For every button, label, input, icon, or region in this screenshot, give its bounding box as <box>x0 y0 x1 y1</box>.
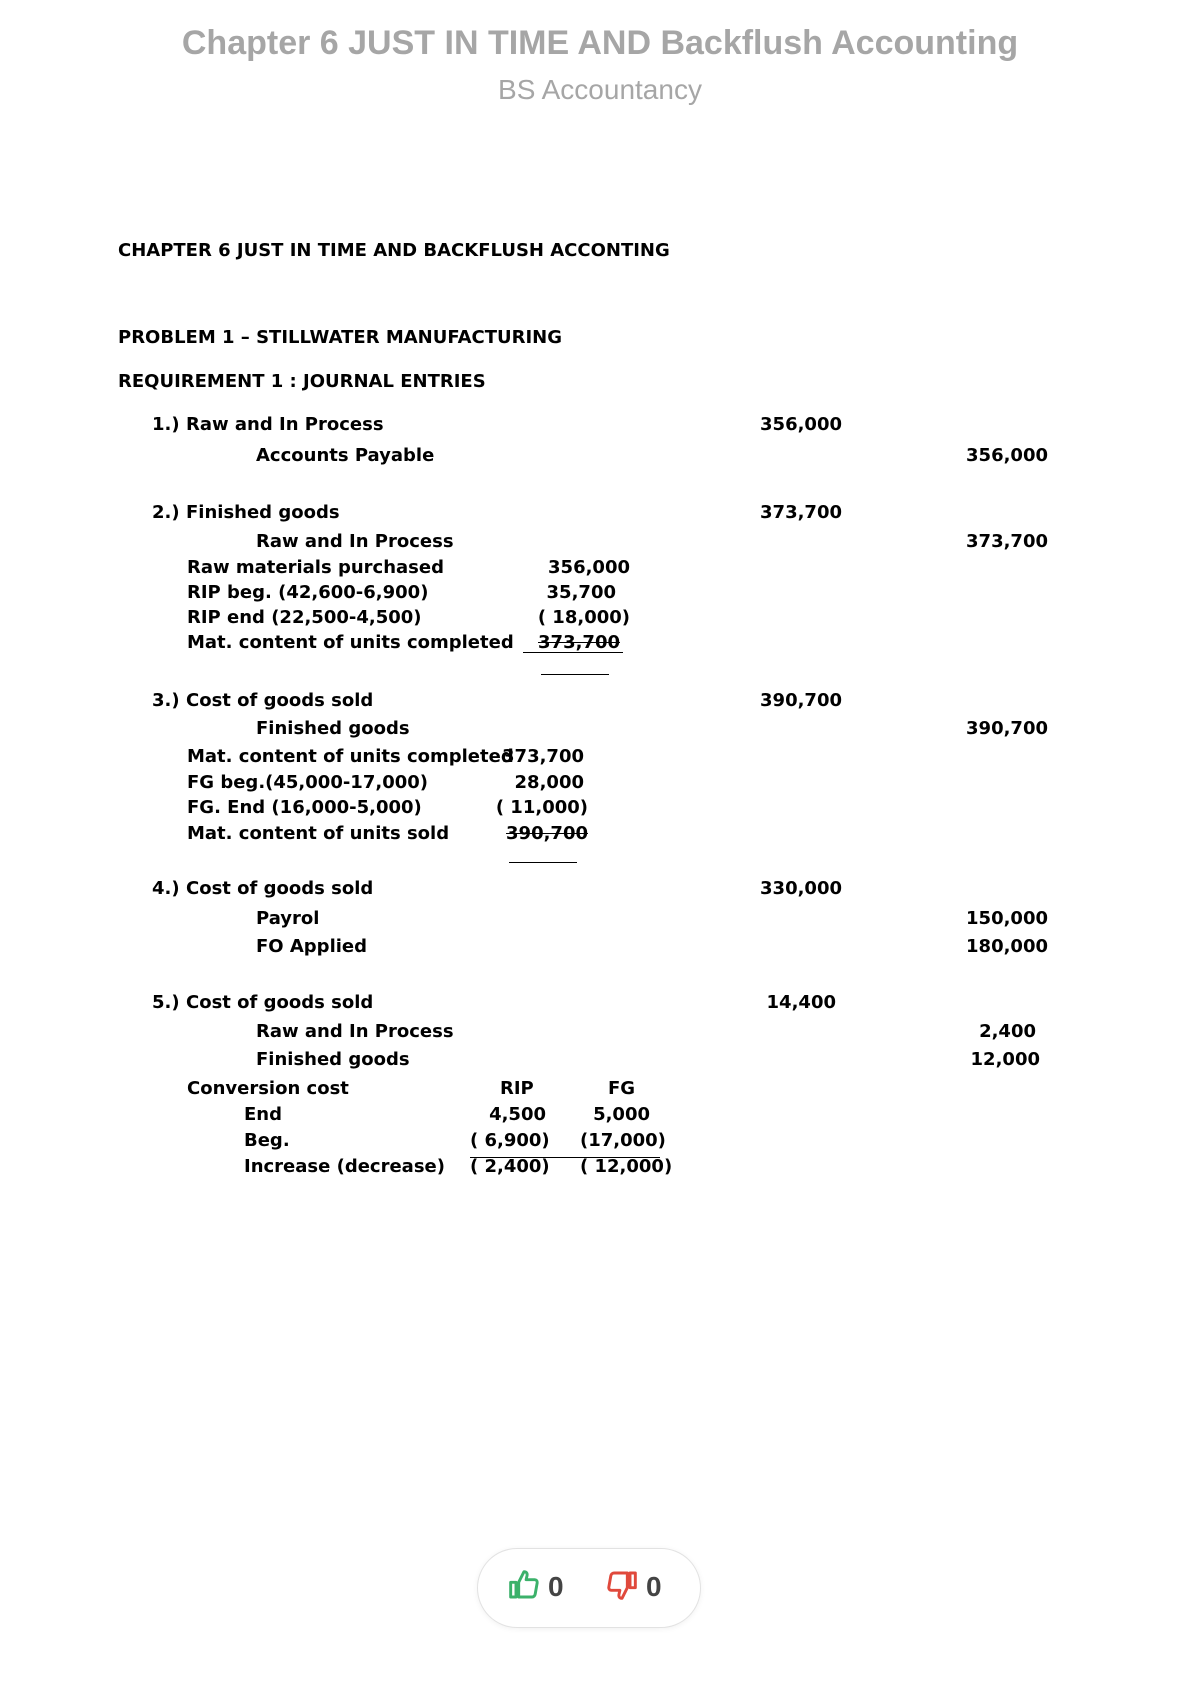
entry-credit-amount: 390,700 <box>966 718 1048 739</box>
entry-number: 5.) <box>152 992 180 1013</box>
column-header-rip: RIP <box>500 1078 534 1099</box>
conversion-row-label: Beg. <box>244 1130 290 1151</box>
entry-debit-amount: 330,000 <box>760 878 842 899</box>
conversion-row-label: Increase (decrease) <box>244 1156 445 1177</box>
entry-debit-amount: 14,400 <box>766 992 836 1013</box>
computation-value: ( 11,000) <box>495 797 588 818</box>
entry-credit-account: Accounts Payable <box>256 445 435 466</box>
entry-credit-amount: 356,000 <box>966 445 1048 466</box>
document-title: Chapter 6 JUST IN TIME AND Backflush Accounting <box>181 24 1019 62</box>
double-rule <box>509 862 577 863</box>
conversion-fg-value: 5,000 <box>593 1104 650 1125</box>
computation-label: Mat. content of units sold <box>187 823 450 844</box>
rating-bar <box>477 1548 701 1628</box>
thumbs-up-icon <box>508 1569 540 1606</box>
entry-number: 4.) <box>152 878 180 899</box>
entry-debit-account: Raw and In Process <box>186 414 384 435</box>
computation-value: 35,700 <box>546 582 616 603</box>
entry-debit-account: Cost of goods sold <box>186 992 374 1013</box>
conversion-row-label: End <box>244 1104 282 1125</box>
entry-credit-amount: 373,700 <box>966 531 1048 552</box>
computation-label: Raw materials purchased <box>187 557 444 578</box>
like-count: 0 <box>548 1571 564 1602</box>
entry-credit-amount: 180,000 <box>966 936 1048 957</box>
entry-credit-amount: 150,000 <box>966 908 1048 929</box>
computation-value: ( 18,000) <box>537 607 630 628</box>
entry-debit-amount: 390,700 <box>760 690 842 711</box>
computation-value: 356,000 <box>548 557 630 578</box>
entry-number: 1.) <box>152 414 180 435</box>
conversion-rip-value: ( 2,400) <box>470 1156 550 1177</box>
entry-credit-account: Finished goods <box>256 718 410 739</box>
conversion-cost-label: Conversion cost <box>187 1078 349 1099</box>
computation-label: FG. End (16,000-5,000) <box>187 797 422 818</box>
total-rule <box>523 652 623 653</box>
entry-credit-amount: 2,400 <box>979 1021 1036 1042</box>
dislike-count: 0 <box>646 1571 662 1602</box>
column-header-fg: FG <box>608 1078 636 1099</box>
entry-credit-account: Raw and In Process <box>256 531 454 552</box>
computation-label: RIP beg. (42,600-6,900) <box>187 582 429 603</box>
requirement-heading: REQUIREMENT 1 : JOURNAL ENTRIES <box>118 371 486 392</box>
problem-heading: PROBLEM 1 – STILLWATER MANUFACTURING <box>118 327 563 348</box>
entry-credit-account: Raw and In Process <box>256 1021 454 1042</box>
conversion-rip-value: 4,500 <box>489 1104 546 1125</box>
conversion-rip-value: ( 6,900) <box>470 1130 550 1151</box>
computation-label: Mat. content of units completed <box>187 746 514 767</box>
double-rule <box>541 674 609 675</box>
entry-credit-account: Payrol <box>256 908 320 929</box>
dislike-button[interactable] <box>606 1567 662 1607</box>
computation-label: Mat. content of units completed <box>187 632 514 653</box>
computation-total: 390,700 <box>506 823 588 844</box>
entry-number: 2.) <box>152 502 180 523</box>
conversion-fg-value: (17,000) <box>580 1130 666 1151</box>
entry-debit-account: Finished goods <box>186 502 340 523</box>
conversion-fg-value: ( 12,000) <box>580 1156 673 1177</box>
thumbs-down-icon <box>606 1569 638 1606</box>
chapter-heading: CHAPTER 6 JUST IN TIME AND BACKFLUSH ACCONTING <box>118 240 670 261</box>
entry-debit-amount: 356,000 <box>760 414 842 435</box>
computation-label: FG beg.(45,000-17,000) <box>187 772 428 793</box>
entry-credit-amount: 12,000 <box>970 1049 1040 1070</box>
entry-credit-account: Finished goods <box>256 1049 410 1070</box>
document-subtitle: BS Accountancy <box>498 74 702 105</box>
entry-debit-amount: 373,700 <box>760 502 842 523</box>
computation-value: 28,000 <box>514 772 584 793</box>
computation-total: 373,700 <box>538 632 620 653</box>
like-button[interactable] <box>508 1567 564 1607</box>
entry-debit-account: Cost of goods sold <box>186 690 374 711</box>
computation-label: RIP end (22,500-4,500) <box>187 607 422 628</box>
computation-value: 373,700 <box>502 746 584 767</box>
entry-number: 3.) <box>152 690 180 711</box>
entry-credit-account: FO Applied <box>256 936 367 957</box>
entry-debit-account: Cost of goods sold <box>186 878 374 899</box>
